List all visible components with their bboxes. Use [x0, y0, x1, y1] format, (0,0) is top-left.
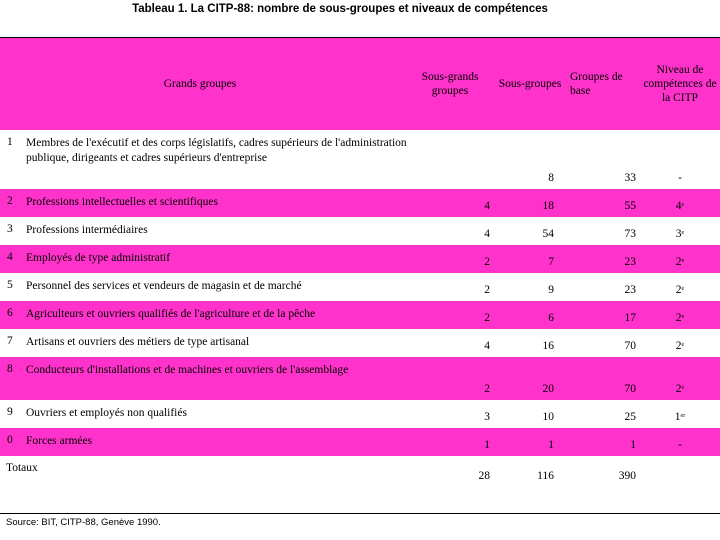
- niveau-note: e: [681, 230, 685, 236]
- cell-sous-grands-groupes: 4: [484, 200, 490, 212]
- header-niveau-competences: Niveau de compétences de la CITP: [643, 64, 717, 104]
- cell-sous-groupes: 54: [542, 228, 554, 240]
- cell-sous-groupes: 1: [548, 439, 554, 451]
- total-niveau: [640, 456, 720, 500]
- cell-sous-groupes: 6: [548, 312, 554, 324]
- cell-sous-groupes: 9: [548, 284, 554, 296]
- cell-sous-grands-groupes: 4: [484, 228, 490, 240]
- row-label: Employés de type administratif: [26, 252, 171, 264]
- cell-niveau: [640, 329, 720, 357]
- table-row: [0, 130, 720, 189]
- cell-niveau: [640, 217, 720, 245]
- row-label: Artisans et ouvriers des métiers de type artisanal: [26, 336, 250, 348]
- cell-sous-grands-groupes: 2: [484, 284, 490, 296]
- cell-niveau: [640, 428, 720, 456]
- cell-groupes-de-base: 70: [624, 340, 636, 352]
- cell-groupes-de-base: 70: [624, 383, 636, 395]
- niveau-note: e: [681, 286, 685, 292]
- niveau-value: -: [678, 172, 682, 184]
- table-row: [0, 329, 720, 357]
- cell-groupes-de-base: 55: [624, 200, 636, 212]
- cell-niveau: [640, 130, 720, 189]
- cell-niveau: [640, 189, 720, 217]
- table-row: [0, 301, 720, 329]
- totals-row: [0, 456, 720, 500]
- totals-label: Totaux: [6, 462, 38, 474]
- niveau-note: e: [681, 202, 685, 208]
- cell-sous-grands-groupes: 3: [484, 411, 490, 423]
- niveau-note: e: [681, 314, 685, 320]
- cell-groupes-de-base: 25: [624, 411, 636, 423]
- table-container: [0, 37, 720, 514]
- cell-sous-groupes: 10: [542, 411, 554, 423]
- niveau-value: 3: [675, 228, 682, 240]
- row-code: 2: [7, 195, 13, 207]
- table-row: [0, 428, 720, 456]
- row-label: Personnel des services et vendeurs de magasin et de marché: [26, 280, 302, 292]
- cell-niveau: [640, 357, 720, 400]
- row-code: 1: [7, 136, 13, 148]
- cell-sous-grands-groupes: 2: [484, 312, 490, 324]
- row-code: 7: [7, 335, 13, 347]
- row-label: Ouvriers et employés non qualifiés: [26, 407, 187, 419]
- row-label: Conducteurs d'installations et de machines et ouvriers de l'assemblage: [26, 364, 349, 376]
- cell-sous-groupes: 18: [542, 200, 554, 212]
- niveau-note: er: [680, 413, 686, 419]
- niveau-value: 1: [674, 411, 681, 423]
- source-note: Source: BIT, CITP-88, Genève 1990.: [6, 517, 161, 528]
- niveau-value: 4: [675, 200, 682, 212]
- cell-sous-groupes: 8: [548, 172, 554, 184]
- row-code: 4: [7, 251, 13, 263]
- cell-groupes-de-base: 23: [624, 256, 636, 268]
- table-row: [0, 217, 720, 245]
- niveau-note: e: [681, 385, 685, 391]
- cell-groupes-de-base: 73: [624, 228, 636, 240]
- table-row: [0, 273, 720, 301]
- header-grands-groupes: Grands groupes: [163, 78, 237, 90]
- cell-groupes-de-base: 23: [624, 284, 636, 296]
- niveau-value: -: [678, 439, 682, 451]
- row-code: 5: [7, 279, 13, 291]
- cell-groupes-de-base: 1: [630, 439, 636, 451]
- row-label: Forces armées: [26, 435, 93, 447]
- total-groupes-de-base: 390: [618, 470, 636, 482]
- table-row: [0, 245, 720, 273]
- cell-sous-grands-groupes: 2: [484, 383, 490, 395]
- row-code: 9: [7, 406, 13, 418]
- niveau-value: 2: [675, 284, 682, 296]
- niveau-value: 2: [675, 383, 682, 395]
- table-row: [0, 357, 720, 400]
- table-title: Tableau 1. La CITP-88: nombre de sous-groupes et niveaux de compétences: [132, 3, 548, 15]
- row-label: Professions intermédiaires: [26, 224, 148, 236]
- row-code: 6: [7, 307, 13, 319]
- cell-sous-grands-groupes: 1: [484, 439, 490, 451]
- cell-sous-groupes: 16: [542, 340, 554, 352]
- row-label: Membres de l'exécutif et des corps législatifs, cadres supérieurs de l'administration publique, dirigeants et cadres supérieurs d'entreprise: [26, 137, 407, 164]
- cell-sous-grands-groupes: [410, 130, 490, 189]
- header-sous-grands-groupes: Sous-grands groupes: [421, 71, 479, 97]
- cell-sous-groupes: 7: [548, 256, 554, 268]
- total-sous-grands-groupes: 28: [478, 470, 490, 482]
- table-row: [0, 400, 720, 428]
- row-label: Agriculteurs et ouvriers qualifiés de l'agriculture et de la pêche: [26, 308, 316, 320]
- header-sous-groupes: Sous-groupes: [498, 78, 562, 90]
- row-code: 8: [7, 363, 13, 375]
- cell-niveau: [640, 245, 720, 273]
- cell-groupes-de-base: 33: [624, 172, 636, 184]
- niveau-value: 2: [675, 340, 682, 352]
- header-groupes-de-base: Groupes de base: [570, 71, 623, 97]
- cell-niveau: [640, 400, 720, 428]
- cell-groupes-de-base: 17: [624, 312, 636, 324]
- table-row: [0, 189, 720, 217]
- row-label: Professions intellectuelles et scientifiques: [26, 196, 218, 208]
- niveau-note: e: [681, 342, 685, 348]
- niveau-value: 2: [675, 312, 682, 324]
- cell-sous-grands-groupes: 2: [484, 256, 490, 268]
- niveau-note: e: [681, 258, 685, 264]
- cell-niveau: [640, 301, 720, 329]
- header-row: [0, 38, 720, 130]
- total-sous-groupes: 116: [537, 470, 554, 482]
- row-code: 3: [7, 223, 13, 235]
- cell-niveau: [640, 273, 720, 301]
- citp-table: [0, 38, 720, 500]
- row-code: 0: [7, 434, 13, 446]
- niveau-value: 2: [675, 256, 682, 268]
- cell-sous-grands-groupes: 4: [484, 340, 490, 352]
- cell-sous-groupes: 20: [542, 383, 554, 395]
